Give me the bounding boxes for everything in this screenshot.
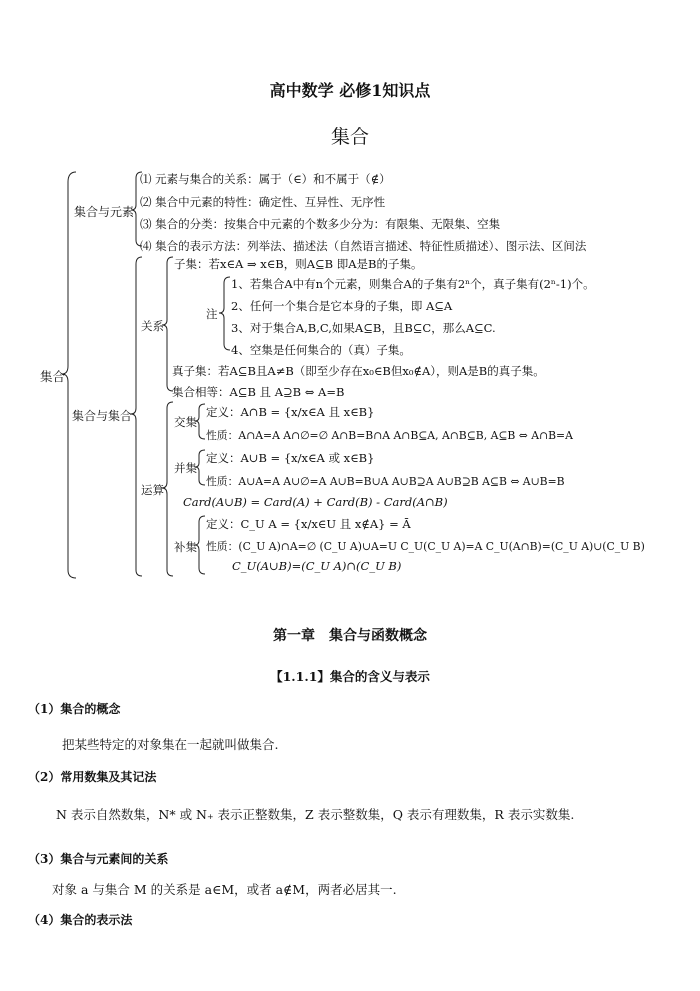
intersection-label: 交集 bbox=[174, 415, 197, 429]
complement-property: 性质：(C_U A)∩A=∅ (C_U A)∪A=U C_U(C_U A)=A C_U(A∩B)=(C_U A)∪(C_U B) bbox=[206, 540, 645, 553]
page-title: 高中数学 必修1知识点 bbox=[269, 81, 431, 100]
union-definition: 定义：A∪B = {x/x∈A 或 x∈B} bbox=[206, 451, 375, 465]
group1-item: ⑴ 元素与集合的关系：属于（∈）和不属于（∉） bbox=[140, 172, 391, 186]
group1-item: ⑶ 集合的分类：按集合中元素的个数多少分为：有限集、无限集、空集 bbox=[140, 217, 501, 231]
page-subtitle: 集合 bbox=[330, 126, 369, 148]
section-body: N 表示自然数集，N* 或 N₊ 表示正整数集，Z 表示整数集，Q 表示有理数集，R 表示实数集. bbox=[56, 807, 575, 822]
intersection-property: 性质：A∩A=A A∩∅=∅ A∩B=B∩A A∩B⊆A, A∩B⊆B, A⊆B ⇔ A∩B=A bbox=[206, 429, 573, 442]
group1-item: ⑵ 集合中元素的特性：确定性、互异性、无序性 bbox=[140, 195, 386, 209]
section-body: 对象 a 与集合 M 的关系是 a∈M，或者 a∉M，两者必居其一. bbox=[52, 882, 397, 897]
note-item: 4、空集是任何集合的（真）子集。 bbox=[231, 343, 411, 357]
union-label: 并集 bbox=[174, 461, 197, 475]
section-title: 【1.1.1】集合的含义与表示 bbox=[270, 669, 430, 684]
group1-item: ⑷ 集合的表示方法：列举法、描述法（自然语言描述、特征性质描述）、图示法、区间法 bbox=[140, 239, 587, 253]
section-heading: （1）集合的概念 bbox=[28, 702, 121, 716]
complement-definition: 定义：C_U A = {x/x∈U 且 x∉A} = Ā bbox=[206, 517, 411, 531]
complement-label: 补集 bbox=[174, 540, 197, 554]
intersection-definition: 定义：A∩B = {x/x∈A 且 x∈B} bbox=[206, 405, 375, 419]
subset-definition: 子集：若x∈A ⇒ x∈B，则A⊆B 即A是B的子集。 bbox=[174, 257, 423, 271]
section-heading: （2）常用数集及其记法 bbox=[28, 770, 157, 784]
set-equality: 集合相等：A⊆B 且 A⊇B ⇔ A=B bbox=[172, 385, 345, 399]
section-heading: （4）集合的表示法 bbox=[28, 913, 133, 927]
relation-label: 关系 bbox=[141, 319, 164, 333]
union-property: 性质：A∪A=A A∪∅=A A∪B=B∪A A∪B⊇A A∪B⊇B A⊆B ⇔ A∪B=B bbox=[206, 475, 565, 488]
note-label: 注 bbox=[206, 307, 218, 321]
note-item: 1、若集合A中有n个元素，则集合A的子集有2ⁿ个，真子集有(2ⁿ-1)个。 bbox=[231, 277, 595, 291]
note-item: 2、任何一个集合是它本身的子集，即 A⊆A bbox=[231, 299, 453, 313]
chapter-title: 第一章 集合与函数概念 bbox=[273, 628, 427, 644]
proper-subset-definition: 真子集：若A⊆B且A≠B（即至少存在x₀∈B但x₀∉A），则A是B的真子集。 bbox=[172, 364, 545, 378]
section-heading: （3）集合与元素间的关系 bbox=[28, 852, 169, 866]
section-body: 把某些特定的对象集在一起就叫做集合. bbox=[62, 737, 279, 752]
note-bracket bbox=[219, 277, 230, 350]
card-formula: Card(A∪B) = Card(A) + Card(B) - Card(A∩B) bbox=[183, 495, 448, 509]
group2-label: 集合与集合 bbox=[72, 409, 133, 423]
complement-property-2: C_U(A∪B)=(C_U A)∩(C_U B) bbox=[232, 559, 402, 573]
note-item: 3、对于集合A,B,C,如果A⊆B，且B⊆C，那么A⊆C. bbox=[231, 321, 496, 335]
operation-label: 运算 bbox=[141, 483, 164, 497]
group2-bracket bbox=[131, 257, 142, 576]
outline-root-label: 集合 bbox=[40, 369, 66, 384]
group1-label: 集合与元素 bbox=[74, 205, 135, 219]
